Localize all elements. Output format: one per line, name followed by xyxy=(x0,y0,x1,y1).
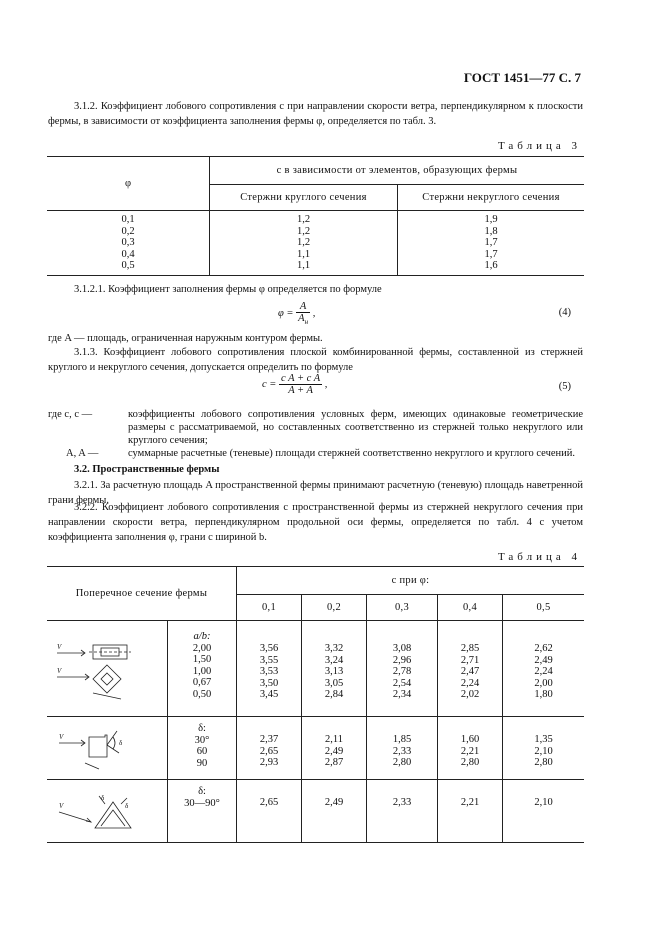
table4-group2-param: δ: xyxy=(198,723,206,734)
table3-caption: Таблица 3 xyxy=(497,140,581,152)
where-cx-label: где c, c — xyxy=(48,409,93,420)
paragraph-3-1-2: 3.1.2. Коэффициент лобового сопротивления c при направлении скорости ветра, перпендикулярном к плоскости фермы, в зависимости от коэффициента заполнения фермы φ, определяется по табл. 3. xyxy=(48,101,583,127)
table4-g1-c2 xyxy=(367,621,438,717)
table4-key: 60 xyxy=(196,746,208,757)
table4-cell: 2,10 xyxy=(534,797,553,808)
table4-cell: 1,80 xyxy=(534,689,553,700)
table4-group-header: c при φ: xyxy=(237,567,585,595)
table4-cell: 2,10 xyxy=(534,745,553,757)
table4-cell: 2,62 xyxy=(534,643,553,654)
table4-g2-c4 xyxy=(503,717,585,780)
heading-3-2: 3.2. Пространственные фермы xyxy=(74,464,220,475)
table4-g1-c1 xyxy=(302,621,367,717)
table3-cell: 0,5 xyxy=(121,260,135,272)
table4-group3-keys xyxy=(168,780,237,843)
table4-cell: 3,55 xyxy=(259,654,279,666)
formula5-number: (5) xyxy=(558,381,571,392)
table4-g3-c3 xyxy=(438,780,503,843)
table3-round-col xyxy=(210,211,398,276)
table4-key: 0,67 xyxy=(192,677,212,688)
table4-section-header: Поперечное сечение фермы xyxy=(47,567,237,621)
table4-cell: 2,02 xyxy=(460,689,480,700)
svg-text:V: V xyxy=(59,802,64,810)
table4-cell: 2,49 xyxy=(324,745,344,757)
table4-cell: 2,47 xyxy=(460,666,480,677)
table4-cell: 2,71 xyxy=(460,654,480,666)
table3-group-header: c в зависимости от элементов, образующих фермы xyxy=(210,157,585,185)
table4-phi-1: 0,2 xyxy=(302,595,367,621)
where-item-a xyxy=(48,447,583,460)
table3-phi-col xyxy=(47,211,210,276)
table3-cell: 0,3 xyxy=(121,237,135,249)
paragraph-where-1: где A — площадь, ограниченная наружным контуром фермы. xyxy=(48,333,323,344)
table4-cell: 2,80 xyxy=(460,757,480,768)
table4-g3-c2 xyxy=(367,780,438,843)
paragraph-3-1-2-1: 3.1.2.1. Коэффициент заполнения фермы φ определяется по формуле xyxy=(74,284,382,295)
table4-g1-c3 xyxy=(438,621,503,717)
table4-key: 1,50 xyxy=(192,654,212,665)
table4-group1-param: a/b: xyxy=(193,631,211,642)
table4-cell: 3,45 xyxy=(259,689,279,700)
table4-key: 1,00 xyxy=(192,665,212,677)
svg-text:δ: δ xyxy=(101,794,105,802)
table4-cell: 3,50 xyxy=(259,677,279,689)
svg-text:δ: δ xyxy=(125,802,129,810)
table4-g1-c4 xyxy=(503,621,585,717)
table4-g2-c2 xyxy=(367,717,438,780)
table4-cell: 3,53 xyxy=(259,666,279,677)
table4-group3-param: δ: xyxy=(198,786,206,797)
table3-sub-nonround: Стержни некруглого сечения xyxy=(398,185,585,211)
formula5-tail: , xyxy=(324,378,328,390)
table4-key: 30—90° xyxy=(184,797,220,809)
table3-phi-header: φ xyxy=(47,157,210,211)
table4-cell: 2,11 xyxy=(325,734,343,745)
formula5-numerator: c A + c A xyxy=(281,373,321,384)
table4-phi-4: 0,5 xyxy=(503,595,585,621)
table4-cell: 3,08 xyxy=(392,643,412,654)
formula4-lhs: φ = xyxy=(278,307,294,319)
where-a-text: суммарные расчетные (теневые) площади стержней соответственно некруглого и круглого сечений. xyxy=(128,448,575,459)
formula-5 xyxy=(262,373,327,396)
table4-cell: 2,34 xyxy=(392,689,412,700)
table3-sub-round: Стержни круглого сечения xyxy=(210,185,398,211)
table4-cell: 2,96 xyxy=(392,654,412,666)
svg-text:V: V xyxy=(57,643,62,651)
table4-cell: 2,65 xyxy=(259,745,279,757)
table4-cell: 3,05 xyxy=(324,677,344,689)
formula4-den-sub: н xyxy=(304,318,309,327)
table4-cell: 1,35 xyxy=(534,734,553,745)
table4-group1-keys xyxy=(168,621,237,717)
table4-cell: 3,32 xyxy=(324,643,344,654)
table4-caption: Таблица 4 xyxy=(497,551,581,563)
svg-text:V: V xyxy=(57,667,62,675)
formula4-number: (4) xyxy=(558,307,571,318)
truss-section-rectangular-sketch xyxy=(47,621,168,717)
table4-cell: 2,85 xyxy=(460,643,480,654)
table4-cell: 2,33 xyxy=(392,797,412,808)
svg-text:V: V xyxy=(59,733,64,741)
table4-cell: 2,49 xyxy=(534,654,553,666)
table4-key: 30° xyxy=(194,734,210,746)
table4-g2-c0 xyxy=(237,717,302,780)
table3-cell: 1,8 xyxy=(484,225,498,237)
table4-g2-c3 xyxy=(438,717,503,780)
table3-cell: 1,1 xyxy=(296,248,311,260)
table3-cell: 1,2 xyxy=(296,237,311,249)
table4-cell: 2,78 xyxy=(392,666,412,677)
table3-nonround-col xyxy=(398,211,585,276)
table4-cell: 2,37 xyxy=(259,734,279,745)
formula5-lhs: c = xyxy=(262,378,277,390)
formula4-tail: , xyxy=(312,307,316,319)
paragraph-3-1-3: 3.1.3. Коэффициент лобового сопротивления плоской комбинированной фермы, составленной из стержней круглого и некруглого сечения, допускается определить по формуле xyxy=(48,347,583,373)
table4-cell: 3,24 xyxy=(324,654,344,666)
table4-cell: 1,85 xyxy=(392,734,412,745)
where-item-cx xyxy=(48,408,583,447)
table4-cell: 1,60 xyxy=(460,734,480,745)
truss-section-rectangular-icon xyxy=(55,635,165,705)
table4-cell: 2,80 xyxy=(534,757,553,768)
table4-group2-keys xyxy=(168,717,237,780)
table4-g3-c4 xyxy=(503,780,585,843)
table4-phi-3: 0,4 xyxy=(438,595,503,621)
table4-key: 90 xyxy=(196,757,208,769)
page-header: ГОСТ 1451—77 С. 7 xyxy=(463,70,581,85)
formula4-numerator: A xyxy=(296,301,310,313)
table3-cell: 1,1 xyxy=(296,260,311,272)
truss-section-triangular-sketch xyxy=(47,780,168,843)
table4-cell: 2,87 xyxy=(324,757,344,768)
table3-cell: 1,2 xyxy=(296,214,311,226)
table4-cell: 2,24 xyxy=(534,666,553,677)
table4-g2-c1 xyxy=(302,717,367,780)
table3-cell: 1,2 xyxy=(296,225,311,237)
table4-g3-c0 xyxy=(237,780,302,843)
table4-cell: 2,21 xyxy=(460,797,480,808)
formula4-fraction xyxy=(296,301,310,326)
table4-cell: 2,54 xyxy=(392,677,412,689)
table4-g1-c0 xyxy=(237,621,302,717)
formula5-denominator: A + A xyxy=(288,385,313,396)
paragraph-3-2-2: 3.2.2. Коэффициент лобового сопротивления c пространственной фермы из стержней некруглого сечения при направлении скорости ветра, перпендикулярном продольной оси фермы, определяется по табл. 4 с учетом коэффициента заполнения φ, грани с шириной b. xyxy=(48,502,583,543)
svg-text:δ: δ xyxy=(119,739,123,747)
table4-cell: 2,21 xyxy=(460,745,480,757)
table4-cell: 3,56 xyxy=(259,643,279,654)
table4-cell: 2,84 xyxy=(324,689,344,700)
table3-cell: 1,9 xyxy=(484,214,498,226)
table3-cell: 1,7 xyxy=(484,237,498,249)
table4-cell: 2,49 xyxy=(324,797,344,808)
formula4-denominator: $A_н$ xyxy=(298,313,309,327)
where-cx-text: коэффициенты лобового сопротивления условных ферм, имеющих одинаковые геометрические размеры с рассматриваемой, но составленных соответственно из стержней только некруглого или круглого сечения; xyxy=(128,409,583,446)
table3-cell: 0,2 xyxy=(121,225,135,237)
where-list xyxy=(48,408,583,460)
table4-cell: 2,80 xyxy=(392,757,412,768)
table4-cell: 2,24 xyxy=(460,677,480,689)
paragraph-3-2-1: 3.2.1. За расчетную площадь A пространственной фермы принимают расчетную (теневую) площадь наветренной грани фермы. xyxy=(48,480,583,506)
table4-cell: 2,93 xyxy=(259,757,279,768)
truss-section-angle-sketch xyxy=(47,717,168,780)
table4-key: 0,50 xyxy=(192,688,212,700)
table3-cell: 1,6 xyxy=(484,260,498,272)
table4-cell: 2,33 xyxy=(392,745,412,757)
table4-phi-2: 0,3 xyxy=(367,595,438,621)
table4-cell: 2,65 xyxy=(259,797,279,808)
table3-cell: 1,7 xyxy=(484,248,498,260)
formula5-fraction xyxy=(279,373,322,396)
truss-section-angle-icon xyxy=(55,723,165,775)
truss-section-triangular-icon xyxy=(55,790,165,842)
table3-cell: 0,1 xyxy=(121,214,135,226)
table4-g3-c1 xyxy=(302,780,367,843)
table4-key: 2,00 xyxy=(192,642,212,654)
table4-cell: 3,13 xyxy=(324,666,344,677)
formula-4 xyxy=(278,301,315,326)
table-3 xyxy=(47,156,584,276)
table3-cell: 0,4 xyxy=(121,248,135,260)
where-a-label: A, A — xyxy=(66,448,99,459)
table-4 xyxy=(47,566,584,843)
table4-phi-0: 0,1 xyxy=(237,595,302,621)
table4-cell: 2,00 xyxy=(534,677,553,689)
